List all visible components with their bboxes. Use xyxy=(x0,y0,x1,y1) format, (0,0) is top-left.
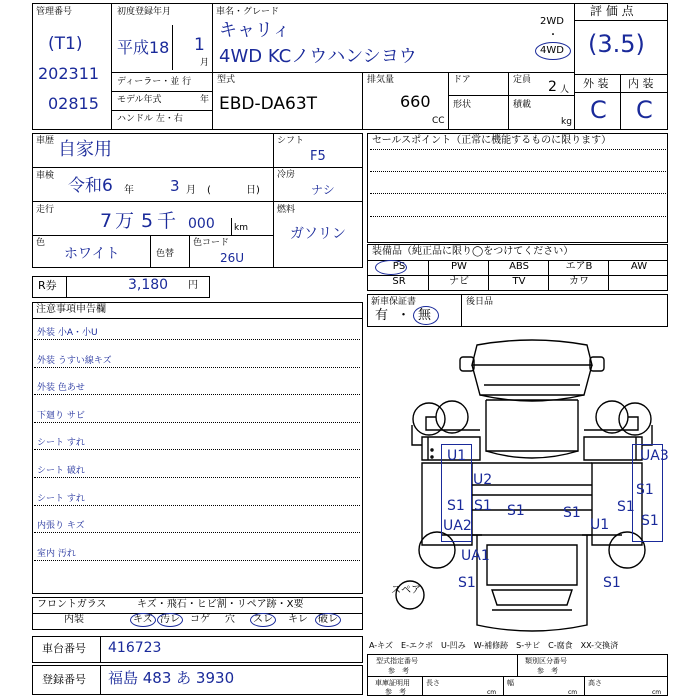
damage-mark: S1 xyxy=(617,499,635,515)
interior-item-circle xyxy=(130,613,156,627)
equipment-item: ABS xyxy=(509,261,529,272)
eval-mid-line xyxy=(620,74,621,130)
drive-dot: ・ xyxy=(548,30,558,41)
interior-item-circle xyxy=(157,613,183,627)
shape-label: 形状 xyxy=(453,100,472,110)
dims-ref: 参 考 xyxy=(385,688,406,696)
damage-mark: S1 xyxy=(507,503,525,519)
mileage-unit: km xyxy=(234,223,248,233)
damage-mark: U1 xyxy=(590,517,610,533)
eval-line-2 xyxy=(574,74,668,75)
length-label: 長さ xyxy=(426,679,440,687)
equipment-item: SR xyxy=(392,276,406,287)
note-item: シート すれ xyxy=(37,438,85,449)
equipment-item: AW xyxy=(630,261,648,272)
interior-item: 破レ xyxy=(318,614,338,625)
door-sep xyxy=(508,72,509,95)
equipment-item: カワ xyxy=(569,276,589,287)
first-reg-month: 1 xyxy=(194,35,205,55)
height-unit: cm xyxy=(652,689,662,696)
interior-item: 穴 xyxy=(225,614,235,625)
mileage-label: 走行 xyxy=(36,205,55,215)
note-item: シート すれ xyxy=(37,493,85,504)
inspection-era: 令和6 xyxy=(68,176,113,196)
mileage-sen-unit: 千 xyxy=(157,210,177,232)
interior-item: コゲ xyxy=(190,614,210,625)
sales-line-3 xyxy=(370,193,666,194)
equipment-col-sep xyxy=(488,275,489,290)
color-value: ホワイト xyxy=(64,246,120,262)
first-reg-label: 初度登録年月 xyxy=(117,7,172,17)
shift-value: F5 xyxy=(310,149,326,164)
fuel-value: ガソリン xyxy=(290,226,346,242)
exterior-grade: C xyxy=(590,96,607,124)
first-reg-month-unit: 月 xyxy=(200,58,210,68)
length-unit: cm xyxy=(487,689,497,696)
note-item: 外装 小A・小U xyxy=(37,328,98,338)
recycle-box xyxy=(32,276,210,298)
ac-label: 冷房 xyxy=(277,170,296,180)
recycle-value: 3,180 xyxy=(128,277,169,293)
spare-label: スペア xyxy=(391,585,421,596)
interior-label: 内 装 xyxy=(628,77,654,90)
damage-mark: S1 xyxy=(603,575,621,591)
interior-item: 汚レ xyxy=(160,614,180,625)
equipment-item: ナビ xyxy=(449,276,469,287)
mileage-man: 7 xyxy=(100,210,113,232)
equipment-col-sep xyxy=(428,260,429,275)
equipment-item: エアB xyxy=(565,261,593,272)
color-sep-1 xyxy=(150,235,151,268)
kanri-number-1: 202311 xyxy=(38,64,100,83)
damage-mark: S1 xyxy=(636,482,654,498)
interior-cond-label: 内装 xyxy=(64,614,84,625)
class-no-label: 類別区分番号 xyxy=(525,657,567,665)
mileage-sen: 5 xyxy=(141,210,154,232)
eval-line xyxy=(574,20,668,21)
note-item: 外装 うすい線キズ xyxy=(37,355,112,366)
chassis-label: 車台番号 xyxy=(42,642,86,655)
shift-label: シフト xyxy=(277,136,305,146)
width-unit: cm xyxy=(568,689,578,696)
warranty-yes: 有 xyxy=(375,308,389,323)
width-label: 幅 xyxy=(507,679,514,687)
equipment-col-sep xyxy=(548,260,549,275)
displacement-value: 660 xyxy=(400,92,431,111)
equipment-col-sep xyxy=(608,260,609,275)
plate-value: 福島 483 あ 3930 xyxy=(108,669,235,687)
drive-4wd: 4WD xyxy=(540,45,564,56)
interior-grade: C xyxy=(636,96,653,124)
sales-line-2 xyxy=(370,171,666,172)
equipment-item: PW xyxy=(451,261,467,272)
damage-mark: S1 xyxy=(641,513,659,529)
equipment-col-sep xyxy=(608,275,609,290)
handle-label: ハンドル 左・右 xyxy=(117,114,183,124)
damage-mark: S1 xyxy=(458,575,476,591)
note-item: シート 破れ xyxy=(37,466,85,476)
note-line xyxy=(34,449,360,450)
name-label: 車名・グレード xyxy=(216,7,280,17)
history-value: 自家用 xyxy=(58,139,112,160)
damage-mark: UA2 xyxy=(443,518,472,534)
interior-item: スレ xyxy=(253,614,273,625)
note-line xyxy=(34,339,360,340)
warranty-dot: ・ xyxy=(397,308,411,323)
plate-label: 登録番号 xyxy=(42,673,86,686)
note-line xyxy=(34,367,360,368)
displacement-label: 排気量 xyxy=(367,75,395,85)
car-name: キャリィ xyxy=(219,20,291,41)
notes-title-sep xyxy=(32,318,363,319)
dims-box xyxy=(367,676,668,696)
capacity-unit: 人 xyxy=(560,85,570,95)
exterior-label: 外 装 xyxy=(583,77,609,90)
equipment-col-sep xyxy=(428,275,429,290)
type-no-label: 型式指定番号 xyxy=(376,657,418,665)
first-reg-divider xyxy=(172,25,173,70)
inspection-paren: ( xyxy=(207,185,211,196)
class-no-ref: 参 考 xyxy=(537,667,558,675)
car-grade: 4WD KCノウハンシヨウ xyxy=(219,46,417,67)
note-line xyxy=(34,422,360,423)
model-year-label: モデル年式 xyxy=(117,95,162,105)
katashiki-value: EBD-DA63T xyxy=(219,94,318,114)
damage-mark: U2 xyxy=(473,472,493,488)
eval-value: (3.5) xyxy=(588,30,645,58)
equipment-title: 装備品（純正品に限り◯をつけてください） xyxy=(372,246,574,257)
shape-sep xyxy=(448,95,575,96)
sales-line-1 xyxy=(370,149,666,150)
door-label: ドア xyxy=(453,75,471,85)
damage-legend: A-キズ E-エクボ U-凹み W-補修跡 S-サビ C-腐食 XX-交換済 xyxy=(369,641,619,650)
fuel-label: 燃料 xyxy=(277,205,296,215)
recycle-label: R券 xyxy=(38,279,57,292)
capacity-value: 2 xyxy=(548,79,557,95)
katashiki-label: 型式 xyxy=(217,75,236,85)
inspection-month-unit: 月 xyxy=(186,185,196,196)
damage-box-2 xyxy=(632,444,663,542)
color-change-label: 色替 xyxy=(156,249,175,259)
note-line xyxy=(34,532,360,533)
color-code-label: 色コード xyxy=(193,238,230,248)
damage-mark: U1 xyxy=(447,448,467,464)
dims-sep-1 xyxy=(422,676,423,696)
dims-sep-2 xyxy=(503,676,504,696)
sales-line-4 xyxy=(370,216,666,217)
mileage-man-unit: 万 xyxy=(115,210,135,232)
damage-mark: S1 xyxy=(563,505,581,521)
load-sep xyxy=(508,95,509,130)
drive-4wd-circle xyxy=(535,42,571,60)
note-item: 室内 汚れ xyxy=(37,548,76,559)
dealer-sep xyxy=(111,91,213,92)
damage-mark: UA3 xyxy=(640,448,669,464)
interior-item-circle xyxy=(250,613,276,627)
dims-sep-3 xyxy=(584,676,585,696)
eval-line-3 xyxy=(574,92,668,93)
warranty-label: 新車保証書 xyxy=(371,297,417,307)
ps-circle xyxy=(375,260,407,275)
chassis-value: 416723 xyxy=(108,640,162,656)
load-unit: kg xyxy=(561,117,572,127)
chassis-sep xyxy=(100,636,101,663)
warranty-no: 無 xyxy=(418,308,432,323)
equipment-col-sep xyxy=(548,275,549,290)
recycle-sep xyxy=(66,276,67,298)
damage-mark: UA1 xyxy=(461,548,490,564)
height-label: 高さ xyxy=(588,679,602,687)
interior-item: キズ xyxy=(133,614,153,625)
type-no-ref: 参 考 xyxy=(388,667,409,675)
dealer-label: ディーラー・並 行 xyxy=(117,77,192,87)
drive-2wd: 2WD xyxy=(540,16,564,27)
history-label: 車歴 xyxy=(36,136,55,146)
note-line xyxy=(34,477,360,478)
warranty-no-circle xyxy=(413,306,439,325)
kanri-code: (T1) xyxy=(48,34,83,54)
equipment-item: PS xyxy=(392,261,406,272)
eval-box xyxy=(574,3,668,130)
front-glass-items: キズ・飛石・ヒビ割・リペア跡・X要 xyxy=(137,599,304,610)
notes-title: 注意事項申告欄 xyxy=(36,304,106,315)
sales-points-title: セールスポイント（正常に機能するものに限ります） xyxy=(372,135,612,146)
type-no-sep xyxy=(517,654,518,677)
plate-sep xyxy=(100,665,101,695)
color-label: 色 xyxy=(36,238,46,248)
interior-item-circle xyxy=(315,613,341,627)
inspection-label: 車検 xyxy=(36,171,55,181)
inspection-day-unit: 日) xyxy=(246,185,260,196)
equipment-item: TV xyxy=(512,276,526,287)
model-year-sep xyxy=(111,110,213,111)
note-item: 外装 色あせ xyxy=(37,383,85,394)
note-item: 内張り キズ xyxy=(37,521,85,532)
inspection-month: 3 xyxy=(170,177,180,195)
color-code-value: 26U xyxy=(220,251,245,265)
note-line xyxy=(34,560,360,561)
capacity-label: 定員 xyxy=(513,75,532,85)
first-reg-era: 平成18 xyxy=(117,38,170,57)
note-line xyxy=(34,394,360,395)
damage-mark: S1 xyxy=(447,498,465,514)
recycle-unit: 円 xyxy=(188,280,198,291)
model-year-unit: 年 xyxy=(200,95,210,105)
note-item: 下廻り サビ xyxy=(37,410,85,421)
interior-item: キレ xyxy=(288,614,308,625)
damage-box-1 xyxy=(441,444,472,542)
kanri-label: 管理番号 xyxy=(36,7,73,17)
color-sep-2 xyxy=(189,235,190,268)
load-label: 積載 xyxy=(513,100,532,110)
dims-label: 車庫証明用 xyxy=(375,679,410,687)
eval-label: 評 価 点 xyxy=(590,4,634,18)
ac-value: ナシ xyxy=(311,183,335,197)
expiry-label: 後日品 xyxy=(466,297,494,307)
front-glass-label: フロントガラス xyxy=(37,599,107,610)
note-line xyxy=(34,505,360,506)
inspection-year-unit: 年 xyxy=(124,185,134,196)
displacement-unit: CC xyxy=(432,116,445,126)
equipment-col-sep xyxy=(488,260,489,275)
kanri-number-2: 02815 xyxy=(48,94,99,113)
mileage-rest: 000 xyxy=(188,216,215,232)
mileage-line xyxy=(231,218,232,235)
damage-mark: S1 xyxy=(474,498,492,514)
